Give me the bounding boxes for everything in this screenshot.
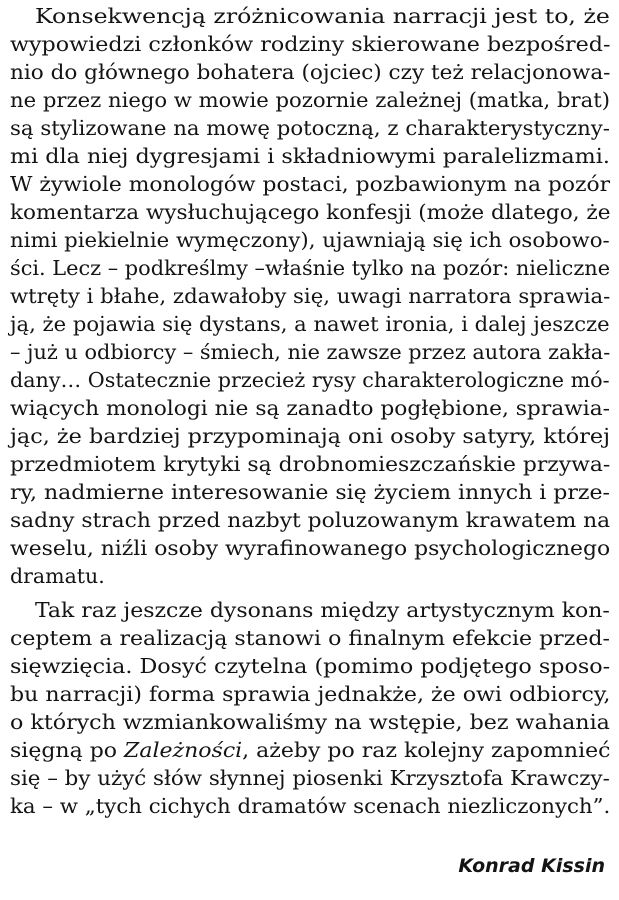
text-line: [35, 2, 610, 30]
text-line: [10, 478, 610, 506]
line-text: sięgną po: [10, 738, 125, 762]
line-text: są stylizowane na mowę potoczną, z charakterystyczny-: [10, 116, 610, 140]
line-text: ceptem a realizacją stanowi o finalnym efekcie przed-: [10, 626, 610, 650]
line-text: W żywiole monologów postaci, pozbawionym na pozór: [10, 172, 611, 196]
line-text: sadny strach przed nazbyt poluzowanym krawatem na: [10, 508, 611, 532]
line-text: dany… Ostatecznie przecież rysy charakterologiczne mó-: [10, 368, 610, 392]
line-text: mi dla niej dygresjami i składniowymi paralelizmami.: [10, 144, 610, 168]
text-line: [10, 58, 610, 86]
line-text: jąc, że bardziej przypominają oni osoby satyry, której: [10, 424, 611, 448]
text-line: [10, 310, 610, 338]
line-text: bu narracji) forma sprawia jednakże, że owi odbiorcy,: [10, 682, 611, 706]
text-line: [10, 198, 610, 226]
text-line: [35, 596, 610, 624]
text-line: [10, 30, 610, 58]
line-text: ry, nadmierne interesowanie się życiem innych i prze-: [10, 480, 610, 504]
text-line: [10, 450, 610, 478]
line-text: przedmiotem krytyki są drobnomieszczańskie przywa-: [10, 452, 611, 476]
line-text: , ażeby po raz kolejny zapomnieć: [242, 738, 611, 762]
text-line: [10, 680, 610, 708]
line-text: Tak raz jeszcze dysonans między artystycznym kon-: [35, 598, 610, 622]
book-title: Zależności: [124, 738, 243, 762]
text-line: [10, 86, 610, 114]
text-line: [10, 792, 610, 820]
text-line: [10, 282, 610, 310]
text-line: [10, 764, 610, 792]
text-line: [10, 338, 610, 366]
line-text: ści. Lecz – podkreślmy –właśnie tylko na pozór: nieliczne: [10, 256, 611, 280]
line-text: ne przez niego w mowie pozornie zależnej (matka, brat): [10, 88, 610, 112]
text-line: [10, 114, 610, 142]
line-text: weselu, niźli osoby wyrafinowanego psychologicznego: [10, 536, 611, 560]
text-line: [10, 506, 610, 534]
line-text: wtręty i błahe, zdawałoby się, uwagi narratora sprawia-: [10, 284, 611, 308]
text-line: [10, 142, 610, 170]
text-line: [10, 254, 610, 282]
text-line: [10, 226, 610, 254]
text-line: [10, 624, 610, 652]
line-text: komentarza wysłuchującego konfesji (może dlatego, że: [10, 200, 611, 224]
line-text: wiących monologi nie są zanadto pogłębione, sprawia-: [10, 396, 611, 420]
text-line: [10, 394, 610, 422]
line-text: – już u odbiorcy – śmiech, nie zawsze przez autora zakła-: [10, 340, 611, 364]
line-text: Konsekwencją zróżnicowania narracji jest to, że: [35, 4, 610, 28]
text-line: [10, 652, 610, 680]
line-text: ją, że pojawia się dystans, a nawet ironia, i dalej jeszcze: [10, 312, 610, 336]
line-text: sięwzięcia. Dosyć czytelna (pomimo podjętego sposo-: [10, 654, 611, 678]
text-line: [10, 422, 610, 450]
line-text: o których wzmiankowaliśmy na wstępie, bez wahania: [10, 710, 610, 734]
text-line: [10, 366, 610, 394]
text-line: [10, 170, 610, 198]
line-text: dramatu.: [10, 564, 105, 588]
line-text: nio do głównego bohatera (ojciec) czy też relacjonowa-: [10, 60, 611, 84]
text-line: [10, 708, 610, 736]
author-signature: Konrad Kissin: [458, 855, 605, 877]
line-text: nimi piekielnie wymęczony), ujawniają się ich osobowo-: [10, 228, 610, 252]
text-line: [10, 562, 105, 590]
text-line: [10, 736, 610, 764]
line-text: się – by użyć słów słynnej piosenki Krzysztofa Krawczy-: [10, 766, 610, 790]
text-line: [10, 534, 610, 562]
line-text: ka – w „tych cichych dramatów scenach niezliczonych”.: [10, 794, 611, 818]
line-text: wypowiedzi członków rodziny skierowane bezpośred-: [10, 32, 611, 56]
